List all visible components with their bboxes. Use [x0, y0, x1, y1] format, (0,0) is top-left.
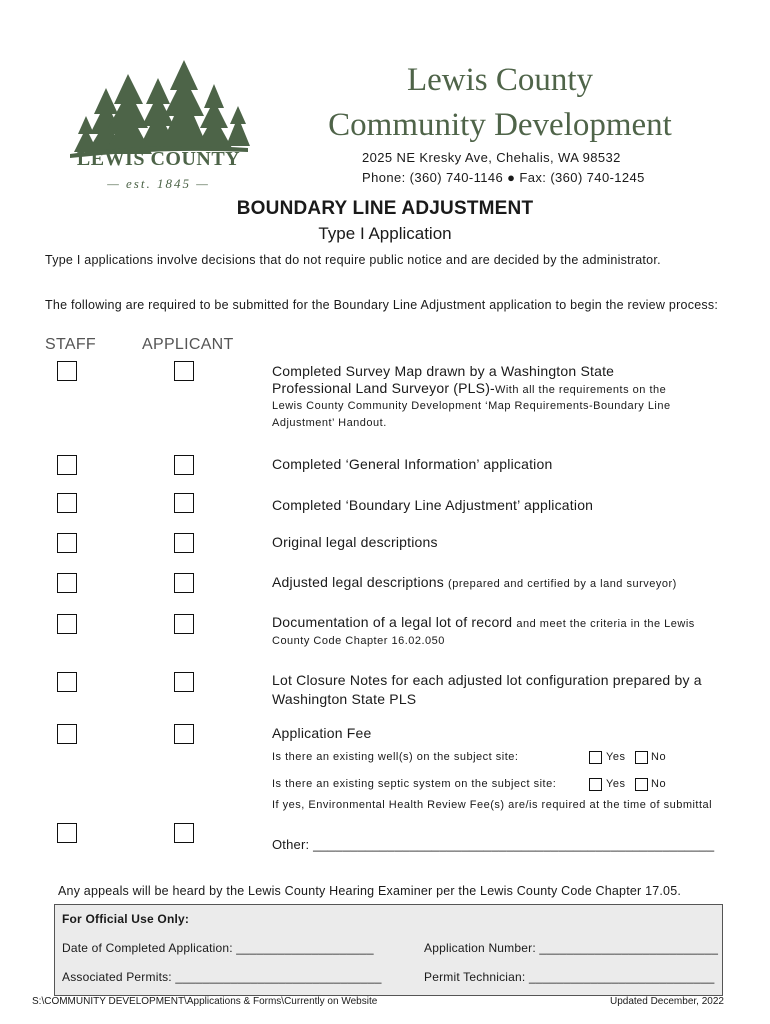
applicant-checkbox-survey-map[interactable] [174, 361, 194, 381]
form-title: BOUNDARY LINE ADJUSTMENT [236, 198, 534, 219]
item-application-fee: Application Fee [272, 725, 372, 741]
item-legal-lot-line1: Documentation of a legal lot of record and meet the criteria in the Lewis [272, 614, 695, 630]
item-lot-closure-line2: Washington State PLS [272, 691, 417, 707]
staff-checkbox-survey-map[interactable] [57, 361, 77, 381]
logo-wordmark: LEWIS COUNTY [76, 148, 241, 170]
staff-checkbox-lot-closure[interactable] [57, 672, 77, 692]
septic-yes-checkbox[interactable] [589, 778, 602, 791]
staff-checkbox-other[interactable] [57, 823, 77, 843]
org-name-line2: Community Development [328, 107, 672, 143]
septic-yes-label: Yes [606, 778, 626, 790]
well-no-label: No [651, 751, 667, 763]
septic-no-checkbox[interactable] [635, 778, 648, 791]
application-number-field[interactable]: Application Number: __________________________ [424, 941, 719, 955]
official-use-box [54, 904, 723, 996]
item-original-legal: Original legal descriptions [272, 534, 438, 550]
applicant-column-header: APPLICANT [142, 336, 234, 353]
item-survey-map-line1: Completed Survey Map drawn by a Washington State [272, 363, 615, 379]
applicant-checkbox-legal-lot[interactable] [174, 614, 194, 634]
intro-text: Type I applications involve decisions that do not require public notice and are decided by the administrator. [45, 253, 661, 267]
applicant-checkbox-general-info[interactable] [174, 455, 194, 475]
applicant-checkbox-lot-closure[interactable] [174, 672, 194, 692]
item-survey-map-line3: Lewis County Community Development ‘Map Requirements-Boundary Line [272, 400, 671, 412]
applicant-checkbox-adjusted-legal[interactable] [174, 573, 194, 593]
footer-file-path: S:\COMMUNITY DEVELOPMENT\Applications & Forms\Currently on Website [32, 996, 378, 1007]
well-question: Is there an existing well(s) on the subject site: [272, 751, 519, 763]
septic-question: Is there an existing septic system on the subject site: [272, 778, 557, 790]
item-bla-application: Completed ‘Boundary Line Adjustment’ application [272, 497, 594, 513]
org-address: 2025 NE Kresky Ave, Chehalis, WA 98532 [362, 150, 621, 165]
requirements-note: The following are required to be submitted for the Boundary Line Adjustment application to begin the review process: [45, 298, 719, 312]
other-field[interactable]: Other: ______________________________________________________ [272, 837, 715, 852]
associated-permits-field[interactable]: Associated Permits: ______________________________ [62, 970, 382, 984]
item-lot-closure-line1: Lot Closure Notes for each adjusted lot configuration prepared by a [272, 672, 702, 688]
staff-checkbox-general-info[interactable] [57, 455, 77, 475]
permit-technician-field[interactable]: Permit Technician: ___________________________ [424, 970, 715, 984]
item-legal-lot-line2: County Code Chapter 16.02.050 [272, 635, 445, 647]
applicant-checkbox-application-fee[interactable] [174, 724, 194, 744]
well-yes-checkbox[interactable] [589, 751, 602, 764]
org-name-line1: Lewis County [406, 62, 594, 98]
staff-checkbox-application-fee[interactable] [57, 724, 77, 744]
applicant-checkbox-original-legal[interactable] [174, 533, 194, 553]
well-yes-label: Yes [606, 751, 626, 763]
lewis-county-logo [66, 56, 251, 194]
applicant-checkbox-other[interactable] [174, 823, 194, 843]
form-subtitle: Type I Application [318, 224, 452, 243]
staff-checkbox-adjusted-legal[interactable] [57, 573, 77, 593]
official-use-heading: For Official Use Only: [62, 912, 190, 926]
staff-checkbox-legal-lot[interactable] [57, 614, 77, 634]
health-fee-note: If yes, Environmental Health Review Fee(s) are/is required at the time of submittal [272, 799, 713, 811]
appeals-note: Any appeals will be heard by the Lewis County Hearing Examiner per the Lewis County Code Chapter 17.05. [58, 884, 682, 898]
well-no-checkbox[interactable] [635, 751, 648, 764]
staff-checkbox-bla-application[interactable] [57, 493, 77, 513]
item-survey-map-line2: Professional Land Surveyor (PLS)-With all the requirements on the [272, 380, 667, 396]
date-completed-field[interactable]: Date of Completed Application: ____________________ [62, 941, 374, 955]
item-general-info: Completed ‘General Information’ application [272, 456, 553, 472]
staff-checkbox-original-legal[interactable] [57, 533, 77, 553]
staff-column-header: STAFF [45, 336, 96, 353]
applicant-checkbox-bla-application[interactable] [174, 493, 194, 513]
item-adjusted-legal: Adjusted legal descriptions (prepared and certified by a land surveyor) [272, 574, 677, 590]
septic-no-label: No [651, 778, 667, 790]
org-phone-fax: Phone: (360) 740-1146 ● Fax: (360) 740-1245 [362, 170, 645, 185]
logo-established: — est. 1845 — [107, 176, 210, 191]
item-survey-map-line4: Adjustment’ Handout. [272, 417, 387, 429]
footer-updated: Updated December, 2022 [610, 996, 724, 1007]
